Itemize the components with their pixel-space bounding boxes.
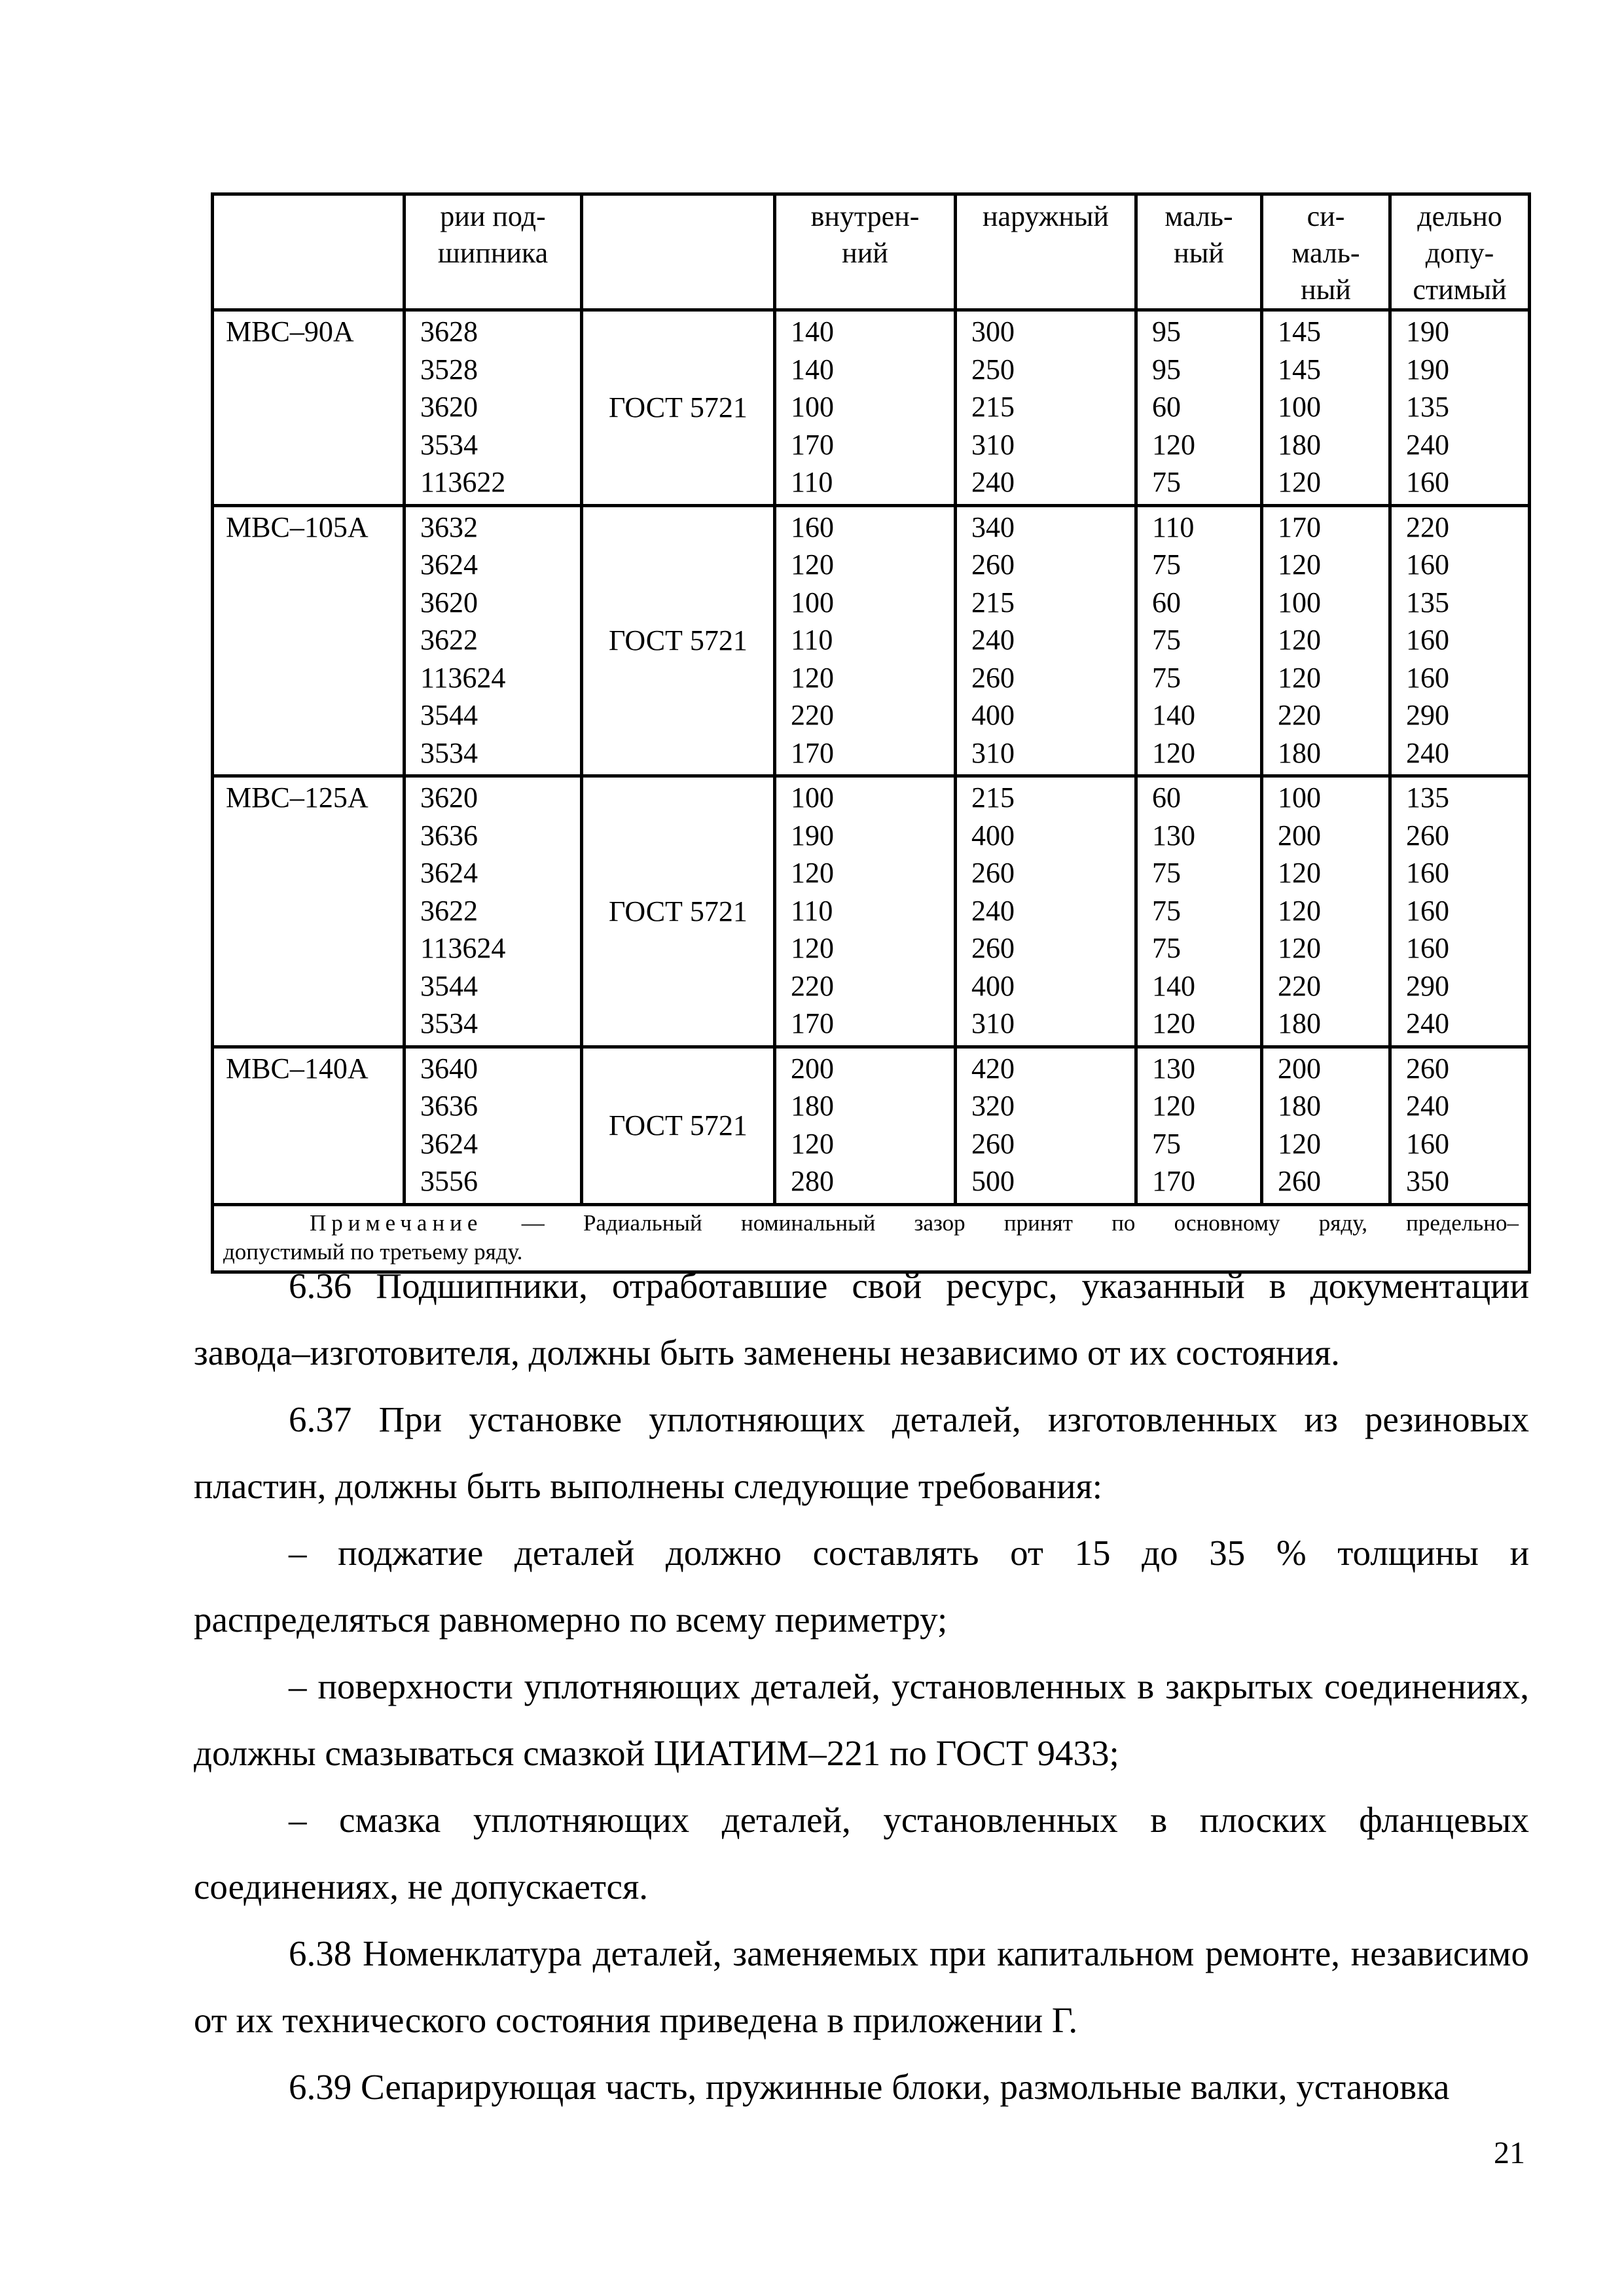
paragraph-6-37: 6.37 При установке уплотняющих деталей, изготовленных из резиновых пластин, должны быть выполнены следующие требования:: [194, 1399, 1529, 1506]
gost-cell: [582, 505, 775, 776]
table-value: 60: [1152, 586, 1181, 619]
table-value: 100: [1278, 391, 1321, 423]
table-value: 180: [1278, 736, 1321, 769]
table-value: 120: [1152, 1007, 1195, 1039]
table-value: 3620: [420, 781, 478, 814]
header-text: наружный: [983, 200, 1109, 232]
table-value: 120: [1278, 894, 1321, 927]
table-value: 260: [1406, 819, 1449, 852]
table-value: 3620: [420, 586, 478, 619]
table-value: 75: [1152, 466, 1181, 498]
table-value: 350: [1406, 1165, 1449, 1197]
table-value: 190: [1406, 353, 1449, 386]
table-value: 240: [1406, 1090, 1449, 1122]
outer-diameter-cell: [956, 776, 1136, 1047]
table-value: 170: [791, 428, 834, 461]
table-value: 120: [791, 661, 834, 694]
table-value: 75: [1152, 932, 1181, 964]
table-value: 135: [1406, 586, 1449, 619]
table-value: 180: [1278, 1090, 1321, 1122]
table-value: 100: [791, 781, 834, 814]
table-value: 75: [1152, 624, 1181, 656]
table-value: 75: [1152, 548, 1181, 581]
table-value: 320: [971, 1090, 1015, 1122]
gost-cell: [582, 310, 775, 506]
table-value: 120: [1278, 548, 1321, 581]
table-value: 215: [971, 781, 1015, 814]
table-value: 3636: [420, 819, 478, 852]
table-value: 310: [971, 1007, 1015, 1039]
table-value: 75: [1152, 894, 1181, 927]
limit-clearance-cell: [1390, 1047, 1530, 1204]
table-value: 120: [791, 932, 834, 964]
header-cell-5: [1136, 194, 1262, 310]
table-value: 160: [1406, 466, 1449, 498]
header-text: ный: [1174, 237, 1224, 269]
table-value: 240: [971, 466, 1015, 498]
table-value: 260: [1278, 1165, 1321, 1197]
table-value: 240: [971, 624, 1015, 656]
max-clearance-cell: [1262, 505, 1390, 776]
body-text: [194, 1253, 1529, 2121]
table-value: 220: [791, 699, 834, 731]
table-value: 3620: [420, 391, 478, 423]
table-value: 170: [1152, 1165, 1195, 1197]
table-value: 160: [1406, 548, 1449, 581]
paragraph-6-36: 6.36 Подшипники, отработавшие свой ресурс, указанный в документации завода–изготовителя, должны быть заменены независимо от их состояния.: [194, 1266, 1529, 1372]
mill-type: МВС–90А: [226, 315, 354, 348]
note-text-2: допустимый по третьему ряду.: [223, 1238, 523, 1265]
table-value: 120: [1152, 428, 1195, 461]
header-cell-3: [775, 194, 956, 310]
table-value: 240: [1406, 1007, 1449, 1039]
table-value: 180: [791, 1090, 834, 1122]
header-text: стимый: [1413, 274, 1507, 306]
gost-standard: ГОСТ 5721: [609, 1109, 748, 1141]
table-value: 310: [971, 736, 1015, 769]
limit-clearance-cell: [1390, 505, 1530, 776]
table-value: 215: [971, 586, 1015, 619]
paragraph-6-38: 6.38 Номенклатура деталей, заменяемых при капитальном ремонте, независимо от их технического состояния приведена в приложении Г.: [194, 1933, 1529, 2040]
table-value: 3534: [420, 428, 478, 461]
table-value: 340: [971, 511, 1015, 543]
table-value: 200: [791, 1052, 834, 1085]
header-text: ный: [1301, 274, 1351, 306]
max-clearance-cell: [1262, 1047, 1390, 1204]
table-value: 215: [971, 391, 1015, 423]
table-value: 120: [791, 857, 834, 889]
table-value: 200: [1278, 819, 1321, 852]
table-value: 170: [791, 736, 834, 769]
header-cell-4: [956, 194, 1136, 310]
table-value: 240: [1406, 428, 1449, 461]
bearing-series-cell: [405, 310, 582, 506]
table-value: 130: [1152, 1052, 1195, 1085]
bearing-series-cell: [405, 505, 582, 776]
gost-standard: ГОСТ 5721: [609, 624, 748, 657]
bearing-group-row: [213, 1047, 1530, 1204]
min-clearance-cell: [1136, 1047, 1262, 1204]
inner-diameter-cell: [775, 505, 956, 776]
table-value: 160: [1406, 932, 1449, 964]
header-text: маль-: [1164, 200, 1233, 232]
table-value: 400: [971, 969, 1015, 1002]
requirement-item-2: – поверхности уплотняющих деталей, установленных в закрытых соединениях, должны смазываться смазкой ЦИАТИМ–221 по ГОСТ 9433;: [194, 1666, 1529, 1773]
header-text: си-: [1307, 200, 1345, 232]
table-value: 120: [1152, 736, 1195, 769]
table-value: 170: [791, 1007, 834, 1039]
max-clearance-cell: [1262, 776, 1390, 1047]
table-header-row: [213, 194, 1530, 310]
table-value: 3622: [420, 894, 478, 927]
table-value: 260: [1406, 1052, 1449, 1085]
table-value: 180: [1278, 1007, 1321, 1039]
table-value: 160: [1406, 857, 1449, 889]
header-cell-0: [213, 194, 405, 310]
header-text: ний: [842, 237, 888, 269]
gost-cell: [582, 1047, 775, 1204]
table-value: 3528: [420, 353, 478, 386]
page-number: 21: [1494, 2136, 1525, 2170]
limit-clearance-cell: [1390, 776, 1530, 1047]
table-value: 3534: [420, 736, 478, 769]
header-text: маль-: [1291, 237, 1360, 269]
max-clearance-cell: [1262, 310, 1390, 506]
paragraph-6-39: 6.39 Сепарирующая часть, пружинные блоки, размольные валки, установка: [289, 2067, 1450, 2107]
header-cell-7: [1390, 194, 1530, 310]
table-value: 3632: [420, 511, 478, 543]
limit-clearance-cell: [1390, 310, 1530, 506]
note-text-1: — Радиальный номинальный зазор принят по основному ряду, предельно–: [482, 1210, 1519, 1236]
table-value: 135: [1406, 781, 1449, 814]
table-value: 400: [971, 819, 1015, 852]
mill-type: МВС–125А: [226, 781, 369, 814]
table-value: 240: [1406, 736, 1449, 769]
gost-standard: ГОСТ 5721: [609, 391, 748, 424]
table-value: 120: [1152, 1090, 1195, 1122]
outer-diameter-cell: [956, 1047, 1136, 1204]
table-value: 260: [971, 661, 1015, 694]
table-value: 260: [971, 1127, 1015, 1160]
table-value: 120: [791, 548, 834, 581]
table-value: 95: [1152, 353, 1181, 386]
table-value: 120: [1278, 1127, 1321, 1160]
bearing-group-row: [213, 776, 1530, 1047]
header-text: рии под-: [440, 200, 546, 232]
table-value: 3556: [420, 1165, 478, 1197]
table-value: 145: [1278, 353, 1321, 386]
table-value: 3544: [420, 969, 478, 1002]
table-value: 3534: [420, 1007, 478, 1039]
mill-type: МВС–105А: [226, 511, 369, 543]
table-value: 260: [971, 548, 1015, 581]
mill-type-cell: [213, 1047, 405, 1204]
table-value: 400: [971, 699, 1015, 731]
table-value: 120: [1278, 932, 1321, 964]
table-value: 160: [1406, 661, 1449, 694]
table-value: 145: [1278, 315, 1321, 348]
table-value: 300: [971, 315, 1015, 348]
gost-cell: [582, 776, 775, 1047]
table-value: 140: [1152, 699, 1195, 731]
gost-standard: ГОСТ 5721: [609, 895, 748, 927]
table-value: 250: [971, 353, 1015, 386]
table-value: 260: [971, 857, 1015, 889]
mill-type: МВС–140А: [226, 1052, 369, 1085]
table-value: 113624: [420, 932, 506, 964]
table-value: 220: [1278, 969, 1321, 1002]
table-value: 290: [1406, 969, 1449, 1002]
table-value: 113624: [420, 661, 506, 694]
bearing-group-row: [213, 505, 1530, 776]
header-text: шипника: [437, 237, 549, 269]
table-value: 3622: [420, 624, 478, 656]
table-value: 160: [1406, 1127, 1449, 1160]
table-value: 260: [971, 932, 1015, 964]
header-cell-2: [582, 194, 775, 310]
table-value: 190: [1406, 315, 1449, 348]
requirement-item-1: – поджатие деталей должно составлять от 15 до 35 % толщины и распределяться равномерно по всему периметру;: [194, 1533, 1529, 1640]
bearing-group-row: [213, 310, 1530, 506]
table-value: 95: [1152, 315, 1181, 348]
table-value: 75: [1152, 857, 1181, 889]
table-value: 130: [1152, 819, 1195, 852]
min-clearance-cell: [1136, 776, 1262, 1047]
table-value: 100: [1278, 586, 1321, 619]
table-value: 120: [1278, 466, 1321, 498]
table-value: 3544: [420, 699, 478, 731]
table-value: 3624: [420, 548, 478, 581]
mill-type-cell: [213, 505, 405, 776]
mill-type-cell: [213, 776, 405, 1047]
bearing-series-cell: [405, 1047, 582, 1204]
min-clearance-cell: [1136, 505, 1262, 776]
table-value: 420: [971, 1052, 1015, 1085]
table-value: 140: [791, 353, 834, 386]
table-value: 110: [1152, 511, 1195, 543]
bearing-clearance-table: [211, 192, 1531, 1274]
inner-diameter-cell: [775, 776, 956, 1047]
table-value: 190: [791, 819, 834, 852]
table-value: 240: [971, 894, 1015, 927]
table-value: 310: [971, 428, 1015, 461]
table-value: 280: [791, 1165, 834, 1197]
table-value: 120: [1278, 857, 1321, 889]
header-text: дельно: [1417, 200, 1502, 232]
table-value: 220: [1278, 699, 1321, 731]
table-value: 120: [791, 1127, 834, 1160]
inner-diameter-cell: [775, 310, 956, 506]
table-value: 120: [1278, 661, 1321, 694]
table-value: 140: [791, 315, 834, 348]
table-value: 220: [1406, 511, 1449, 543]
table-value: 120: [1278, 624, 1321, 656]
note-label: Примечание: [310, 1210, 483, 1236]
table-value: 60: [1152, 391, 1181, 423]
table-value: 220: [791, 969, 834, 1002]
table-value: 113622: [420, 466, 506, 498]
table-value: 75: [1152, 1127, 1181, 1160]
table-value: 160: [1406, 624, 1449, 656]
outer-diameter-cell: [956, 505, 1136, 776]
table-value: 3640: [420, 1052, 478, 1085]
table-value: 290: [1406, 699, 1449, 731]
header-cell-1: [405, 194, 582, 310]
table-value: 75: [1152, 661, 1181, 694]
table-value: 60: [1152, 781, 1181, 814]
table-value: 110: [791, 894, 833, 927]
table-value: 140: [1152, 969, 1195, 1002]
table-value: 3636: [420, 1090, 478, 1122]
table-value: 170: [1278, 511, 1321, 543]
table-value: 180: [1278, 428, 1321, 461]
header-text: допу-: [1425, 237, 1494, 269]
header-cell-6: [1262, 194, 1390, 310]
inner-diameter-cell: [775, 1047, 956, 1204]
table-value: 110: [791, 466, 833, 498]
table-value: 100: [791, 391, 834, 423]
header-text: внутрен-: [810, 200, 920, 232]
requirement-item-3: – смазка уплотняющих деталей, установленных в плоских фланцевых соединениях, не допускается.: [194, 1800, 1529, 1907]
table-value: 3624: [420, 857, 478, 889]
mill-type-cell: [213, 310, 405, 506]
table-value: 3624: [420, 1127, 478, 1160]
table-value: 160: [791, 511, 834, 543]
table-value: 100: [1278, 781, 1321, 814]
table-value: 100: [791, 586, 834, 619]
table-value: 110: [791, 624, 833, 656]
table-value: 500: [971, 1165, 1015, 1197]
table-value: 200: [1278, 1052, 1321, 1085]
table-value: 135: [1406, 391, 1449, 423]
table-value: 3628: [420, 315, 478, 348]
table-value: 160: [1406, 894, 1449, 927]
bearing-series-cell: [405, 776, 582, 1047]
min-clearance-cell: [1136, 310, 1262, 506]
outer-diameter-cell: [956, 310, 1136, 506]
